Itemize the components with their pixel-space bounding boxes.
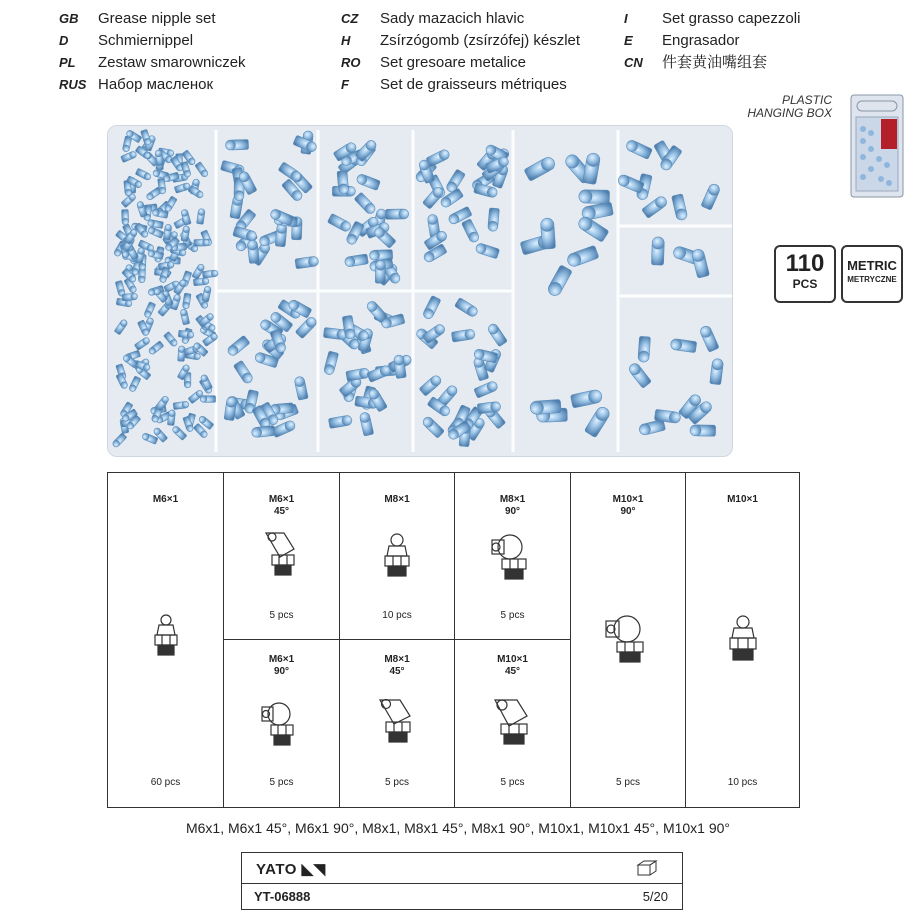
lang-code: F [341,77,349,92]
lang-text: Zsírzógomb (zsírzófej) készlet [380,32,581,49]
variant-qty: 5 pcs [269,777,294,788]
product-footer [241,852,683,910]
metric-badge [841,245,903,303]
language-column-2 [341,8,601,98]
grease-nipple-shape [375,260,385,283]
metric-title: METRIC [847,258,897,273]
lang-code: RO [341,55,361,70]
variant-m10x1 [686,473,799,807]
package-box-icon [636,859,658,877]
variant-size: M8×1 [384,654,410,665]
grease-nipple-shape [530,399,561,414]
grease-nipple-shape [193,278,209,286]
variant-m8x1-45 [340,640,454,807]
variant-m10x1-45 [455,640,570,807]
product-photo [107,125,733,457]
grease-nipple-shape [194,239,209,246]
variant-qty: 60 pcs [150,777,181,788]
language-column-3 [624,8,824,78]
variant-m8x1-90 [455,473,570,639]
page-number: 5/20 [642,889,668,904]
lang-text: Set grasso capezzoli [662,10,801,27]
angled-90-nipple-icon [490,529,536,581]
grease-nipple-shape [178,346,186,362]
variant-angle: 90° [273,666,290,677]
variant-qty: 5 pcs [385,777,409,788]
lang-text: Набор масленок [98,76,214,93]
lang-text: Sady mazacich hlavic [380,10,525,27]
grease-nipple-shape [122,293,138,301]
angled-45-nipple-icon [260,529,304,579]
variant-angle: 90° [620,506,636,517]
lang-text: Zestaw smarowniczek [98,54,246,71]
angled-45-nipple-icon [489,694,537,748]
hanging-box-line2: HANGING BOX [747,106,832,120]
lang-code: RUS [59,77,87,92]
lang-code: CZ [341,11,359,26]
straight-nipple-icon [722,613,764,665]
lang-code: PL [59,55,76,70]
variant-qty: 10 pcs [727,777,758,788]
grease-nipple-shape [178,330,194,338]
lang-code: CN [624,55,643,70]
grease-nipple-tray-illustration [108,126,732,456]
hanging-box-image [849,93,905,199]
variant-size: M10×1 [612,494,644,505]
variant-size: M6×1 [268,654,295,665]
variant-m6x1-90 [224,640,339,807]
lang-text: Schmiernippel [98,32,194,49]
variant-qty: 5 pcs [500,610,525,621]
variant-angle: 45° [504,666,521,677]
lang-text: Engrasador [662,32,740,49]
grease-nipple-shape [337,171,349,195]
variant-qty: 5 pcs [269,610,294,621]
grease-nipple-shape [122,209,129,225]
quantity-number: 110 [785,250,825,277]
grease-nipple-shape [540,218,555,249]
lang-code: D [59,33,69,48]
contents-list: M6x1, M6x1 45°, M6x1 90°, M8x1, M8x1 45°, M8x1 90°, M10x1, M10x1 45°, M10x1 90° [185,820,731,836]
variant-size: M8×1 [499,494,526,505]
variant-angle: 90° [504,506,521,517]
quantity-badge [774,245,836,303]
variant-size: M10×1 [727,494,758,505]
lang-text: 件套黄油嘴组套 [662,54,768,71]
grease-nipple-shape [200,396,215,403]
hanging-box-label [747,94,832,120]
brand-mark-icon: ◣◥ [301,861,326,878]
grease-nipple-shape [690,425,716,436]
straight-nipple-icon [146,613,186,661]
quantity-unit: PCS [792,277,818,291]
brand-logo [256,860,326,878]
grease-nipple-shape [638,336,651,362]
variant-m10x1-90 [571,473,685,807]
variant-angle: 45° [273,506,290,517]
metric-subtitle: METRYCZNE [847,275,897,284]
variant-size: M6×1 [268,494,295,505]
grease-nipple-shape [275,223,287,247]
variant-angle: 45° [389,666,405,677]
variant-grid [107,472,800,808]
variant-qty: 5 pcs [500,777,525,788]
grease-nipple-shape [167,410,175,426]
variant-qty: 10 pcs [382,610,412,621]
variant-size: M6×1 [152,494,179,505]
angled-90-nipple-icon [259,696,305,748]
straight-nipple-icon [377,531,417,581]
lang-code: H [341,33,351,48]
lang-code: GB [59,11,79,26]
footer-top-row [242,853,682,884]
lang-text: Set gresoare metalice [380,54,526,71]
lang-code: E [624,33,633,48]
grease-nipple-shape [488,208,500,232]
angled-90-nipple-icon [603,609,653,665]
grease-nipple-shape [225,139,248,150]
lang-text: Set de graisseurs métriques [380,76,567,93]
variant-size: M10×1 [497,654,528,665]
product-code: YT-06888 [254,889,311,904]
lang-text: Grease nipple set [98,10,216,27]
variant-qty: 5 pcs [616,777,640,788]
grease-nipple-shape [579,190,610,204]
grease-nipple-shape [386,209,409,219]
variant-m8x1 [340,473,454,639]
angled-45-nipple-icon [374,694,420,746]
variant-m6x1-45 [224,473,339,639]
brand-name: YATO [256,861,297,878]
variant-size: M8×1 [384,494,410,505]
variant-m6x1 [108,473,223,807]
lang-code: I [624,11,628,26]
language-column-1 [59,8,299,98]
grease-nipple-shape [651,237,664,265]
hanging-box-line1: PLASTIC [781,93,832,107]
